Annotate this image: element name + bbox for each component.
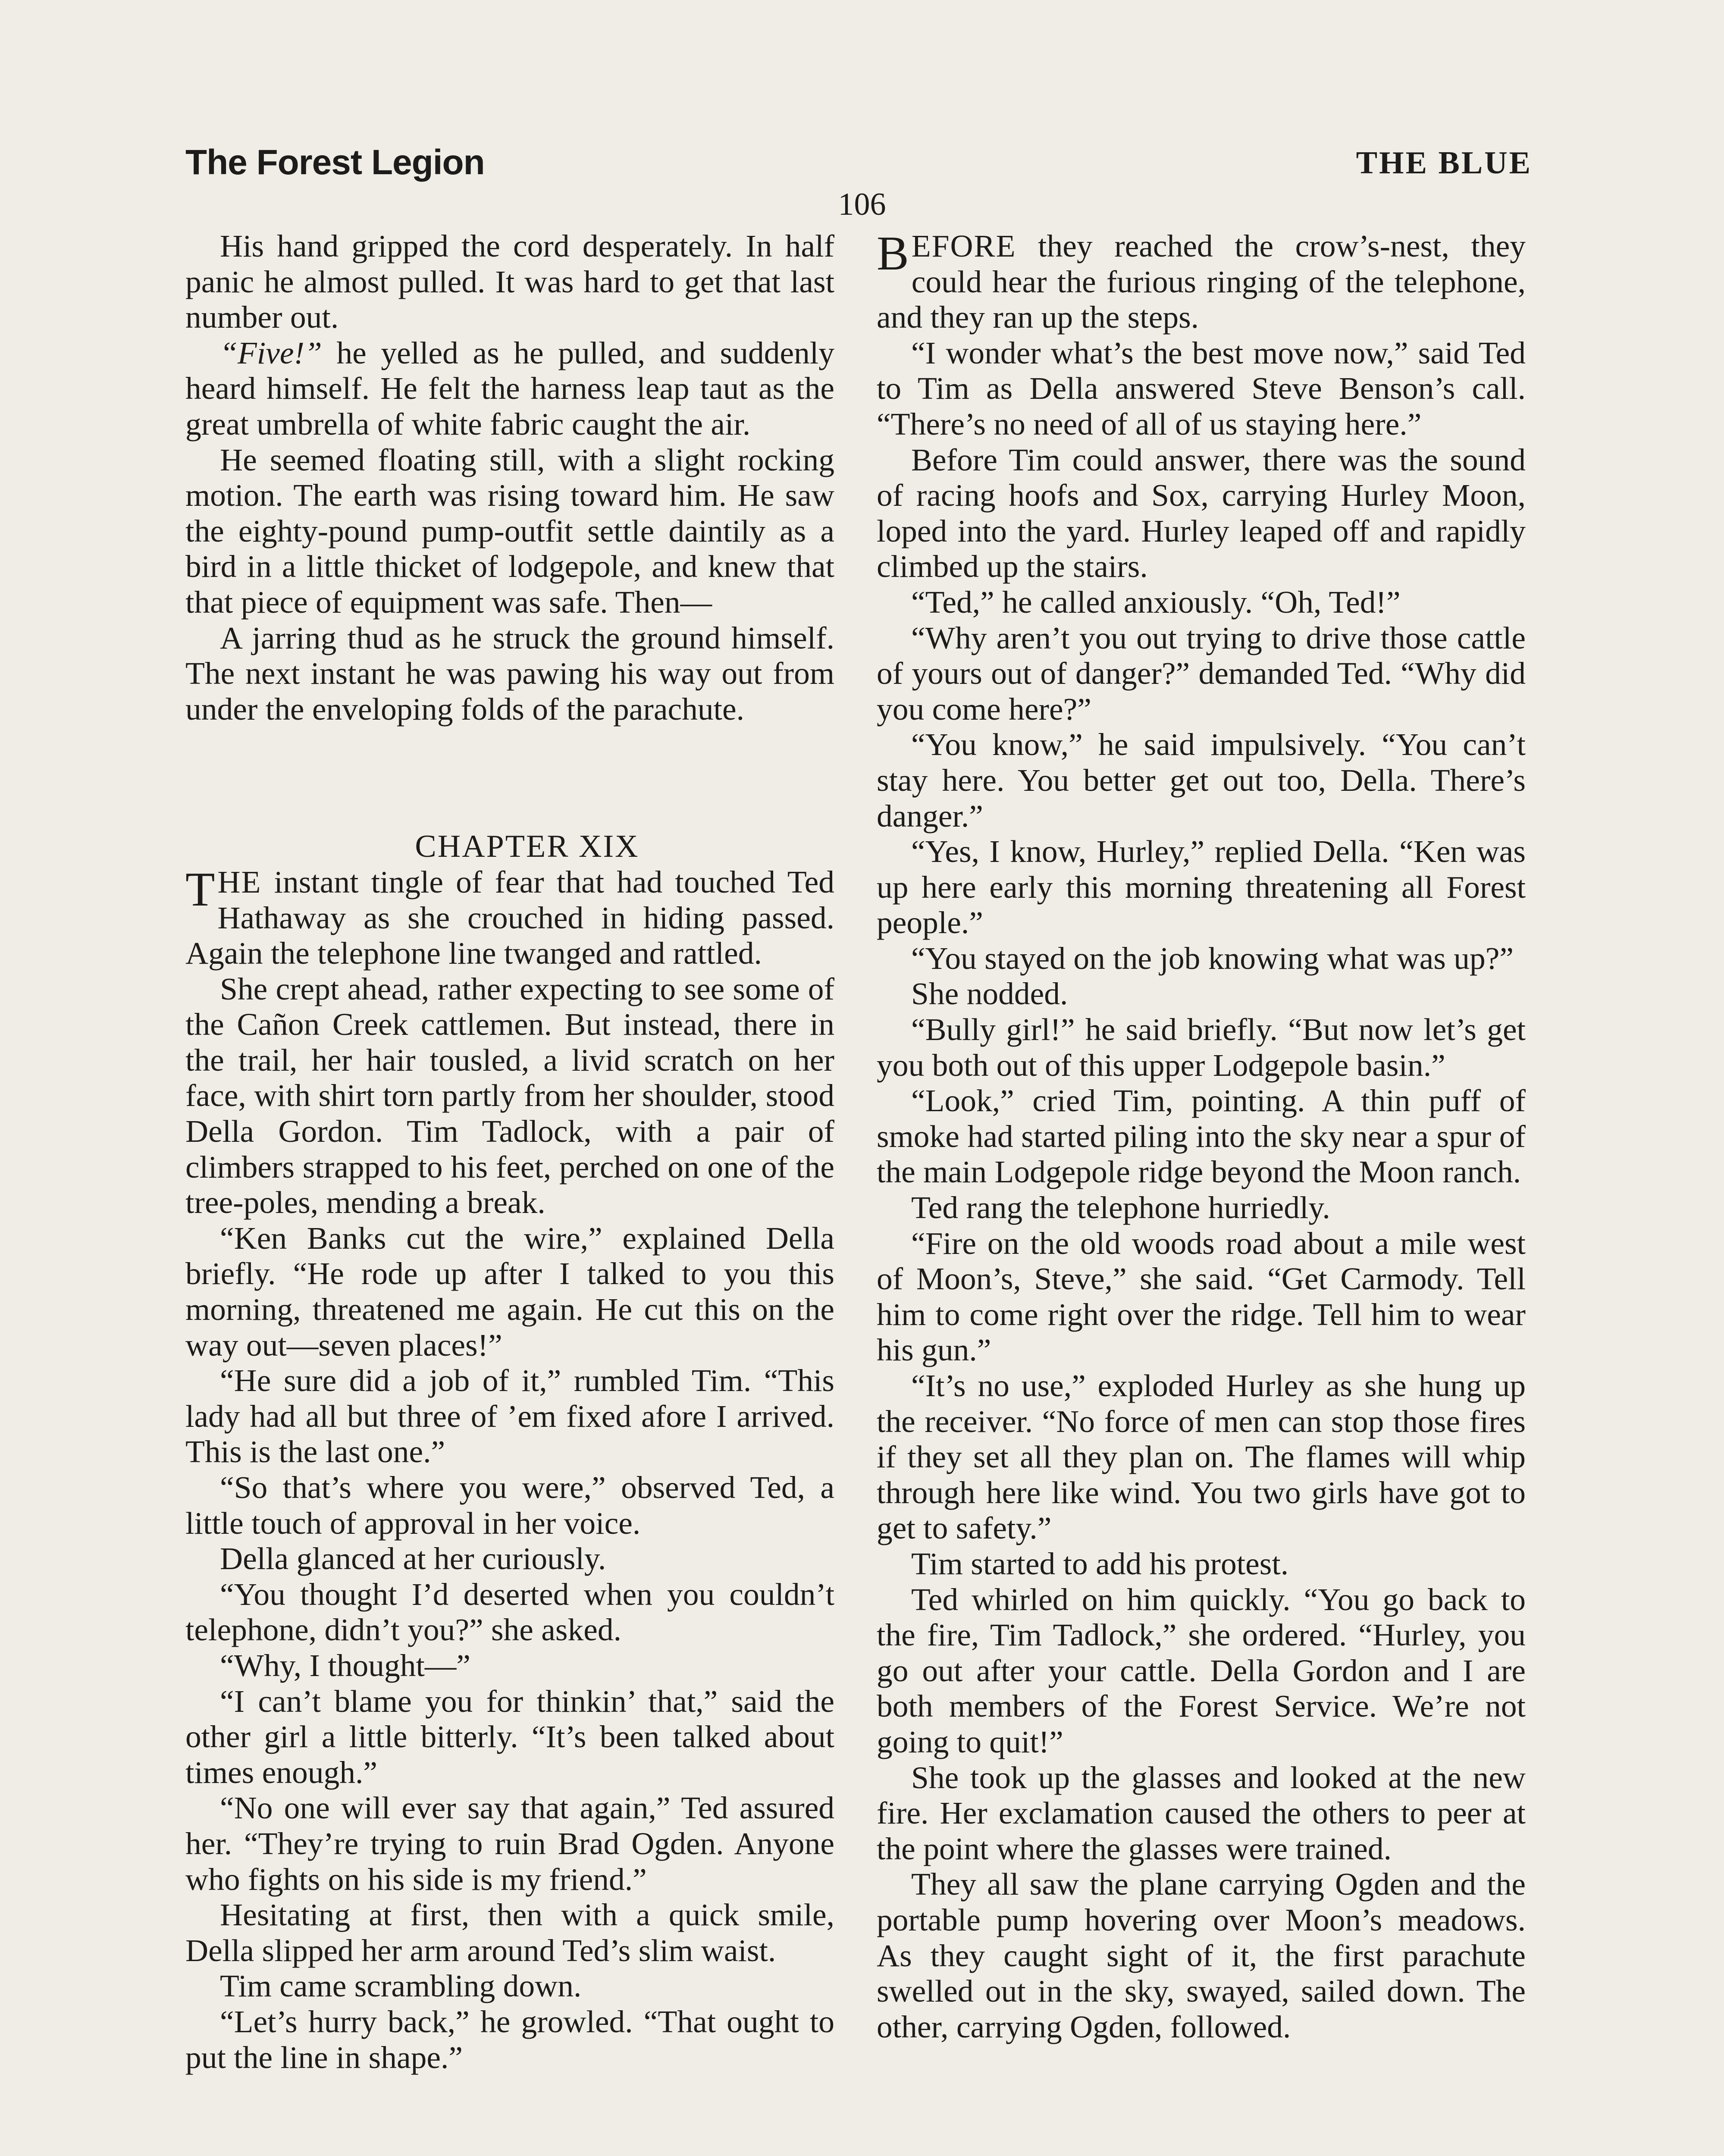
paragraph: Ted whirled on him quickly. “You go back to the fire, Tim Tadlock,” she ordered. “Hurley, you go out after your cattle. Della Gordon and I are both members of the Forest Service. We’re not going to quit!” <box>877 1582 1526 1759</box>
paragraph: “Bully girl!” he said briefly. “But now let’s get you both out of this upper Lodgepole basin.” <box>877 1012 1526 1083</box>
paragraph: “He sure did a job of it,” rumbled Tim. “This lady had all but three of ’em fixed afore I arrived. This is the last one.” <box>185 1363 834 1470</box>
paragraph: “Why aren’t you out trying to drive those cattle of yours out of danger?” demanded Ted. “Why did you come here?” <box>877 620 1526 727</box>
paragraph <box>877 229 1526 335</box>
page-number: 106 <box>838 187 886 222</box>
paragraph: His hand gripped the cord desperately. In half panic he almost pulled. It was hard to get that last number out. <box>185 229 834 335</box>
paragraph <box>185 862 834 971</box>
paragraph: He seemed floating still, with a slight rocking motion. The earth was rising toward him. He saw the eighty-pound pump-outfit settle daintily as a bird in a little thicket of lodgepole, and knew that that piece of equipment was safe. Then— <box>185 442 834 620</box>
paragraph: “It’s no use,” exploded Hurley as she hung up the receiver. “No force of men can stop those fires if they set all they plan on. The flames will whip through here like wind. You two girls have got to get to safety.” <box>877 1368 1526 1546</box>
paragraph: “You thought I’d deserted when you couldn’t telephone, didn’t you?” she asked. <box>185 1576 834 1648</box>
paragraph: Before Tim could answer, there was the sound of racing hoofs and Sox, carrying Hurley Moon, loped into the yard. Hurley leaped off and rapidly climbed up the stairs. <box>877 442 1526 584</box>
paragraph: She took up the glasses and looked at the new fire. Her exclamation caused the others to peer at the point where the glasses were trained. <box>877 1760 1526 1866</box>
paragraph: “No one will ever say that again,” Ted assured her. “They’re trying to ruin Brad Ogden. Anyone who fights on his side is my friend.” <box>185 1790 834 1897</box>
running-title-left: The Forest Legion <box>185 143 485 182</box>
paragraph: Tim came scrambling down. <box>220 1968 582 2004</box>
paragraph: “Ted,” he called anxiously. “Oh, Ted!” <box>911 584 1401 620</box>
paragraph: “Fire on the old woods road about a mile west of Moon’s, Steve,” she said. “Get Carmody. Tell him to come right over the ridge. Tell him to wear his gun.” <box>877 1225 1526 1368</box>
paragraph: She crept ahead, rather expecting to see some of the Cañon Creek cattlemen. But instead, there in the trail, her hair tousled, a livid scratch on her face, with shirt torn partly from her shoulder, stood Della Gordon. Tim Tadlock, with a pair of climbers strapped to his feet, perched on one of the tree-poles, mending a break. <box>185 971 834 1220</box>
drop-cap: B <box>877 227 909 280</box>
running-title-right: THE BLUE <box>1356 145 1532 181</box>
paragraph: Ted rang the telephone hurriedly. <box>911 1190 1330 1225</box>
paragraph: “You know,” he said impulsively. “You can’t stay here. You better get out too, Della. There’s danger.” <box>877 727 1526 834</box>
paragraph: A jarring thud as he struck the ground himself. The next instant he was pawing his way out from under the enveloping folds of the parachute. <box>185 620 834 727</box>
paragraph-text: they reached the crow’s-nest, they could hear the furious ringing of the telephone, and they ran up the steps. <box>877 229 1526 335</box>
paragraph: “Look,” cried Tim, pointing. A thin puff of smoke had started piling into the sky near a spur of the main Lodgepole ridge beyond the Moon ranch. <box>877 1083 1526 1190</box>
paragraph: “Why, I thought—” <box>220 1648 471 1683</box>
left-column <box>185 229 834 2075</box>
paragraph-text: instant tingle of fear that had touched Ted Hathaway as she crouched in hiding passed. Again the telephone line twanged and rattled. <box>185 864 834 971</box>
small-caps-text: HE <box>217 864 262 899</box>
paragraph: “You stayed on the job knowing what was up?” <box>911 940 1514 976</box>
running-head <box>185 142 1532 190</box>
paragraph-text: he yelled as he pulled, and suddenly heard himself. He felt the harness leap taut as the great umbrella of white fabric caught the air. <box>185 335 834 442</box>
paragraph: “Yes, I know, Hurley,” replied Della. “Ken was up here early this morning threatening all Forest people.” <box>877 834 1526 940</box>
paragraph: “Let’s hurry back,” he growled. “That ought to put the line in shape.” <box>185 2004 834 2075</box>
right-column <box>877 229 1526 2045</box>
paragraph: Della glanced at her curiously. <box>220 1541 606 1576</box>
small-caps-text: EFORE <box>911 229 1016 263</box>
paragraph: “I wonder what’s the best move now,” said Ted to Tim as Della answered Steve Benson’s call. “There’s no need of all of us staying here.” <box>877 335 1526 442</box>
paragraph: “I can’t blame you for thinkin’ that,” said the other girl a little bitterly. “It’s been talked about times enough.” <box>185 1683 834 1790</box>
paragraph: Hesitating at first, then with a quick smile, Della slipped her arm around Ted’s slim waist. <box>185 1897 834 1968</box>
paragraph: They all saw the plane carrying Ogden and the portable pump hovering over Moon’s meadows. As they caught sight of it, the first parachute swelled out in the sky, swayed, sailed down. The other, carrying Ogden, followed. <box>877 1867 1526 2044</box>
paragraph: She nodded. <box>911 976 1068 1012</box>
paragraph: “So that’s where you were,” observed Ted, a little touch of approval in her voice. <box>185 1470 834 1541</box>
chapter-heading: CHAPTER XIX <box>415 829 639 865</box>
paragraph: Tim started to add his protest. <box>911 1546 1289 1581</box>
paragraph <box>185 335 834 442</box>
italic-text: “Five!” <box>220 335 322 370</box>
drop-cap: T <box>185 862 215 916</box>
paragraph: “Ken Banks cut the wire,” explained Della briefly. “He rode up after I talked to you this morning, threatened me again. He cut this on the way out—seven places!” <box>185 1220 834 1363</box>
